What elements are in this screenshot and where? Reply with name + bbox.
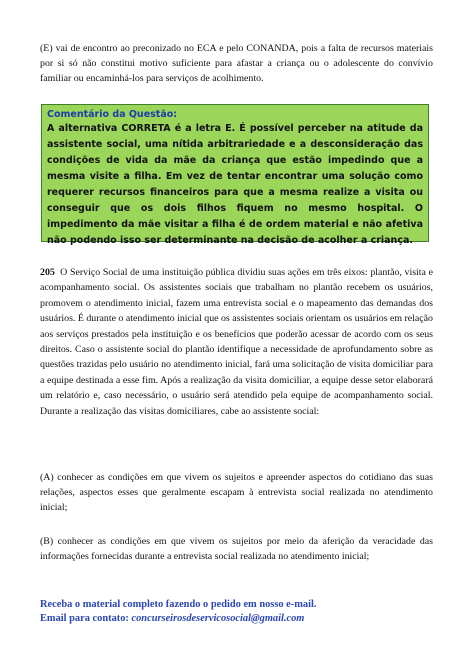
- footer-line-2: [40, 612, 440, 626]
- footer-email-link[interactable]: concurseirosdeservicosocial@gmail.com: [131, 612, 305, 624]
- option-e-text: (E) vai de encontro ao preconizado no ECA e pelo CONANDA, pois a falta de recursos materiais por si só não constitui motivo suficiente para afastar a criança ou o adolescente do convívio familiar ou encaminhá-los para serviços de acolhimento.: [40, 43, 433, 84]
- option-e-paragraph: [40, 41, 433, 86]
- option-b-text: (B) conhecer as condições em que vivem os sujeitos por meio da aferição da veracidade das informações fornecidas durante a entrevista social realizada no atendimento inicial;: [40, 536, 433, 562]
- comment-title: Comentário da Questão:: [47, 109, 178, 120]
- option-b-paragraph: [40, 534, 433, 564]
- footer-contact: [40, 598, 440, 625]
- comment-text: A alternativa CORRETA é a letra E. É possível perceber na atitude da assistente social, uma nítida arbitrariedade e a desconsideração das condições de vida da mãe da criança que estão impedindo que a mesma visite a filha. Em vez de tentar encontrar uma solução como requerer recursos financeiros para que a mesma realize a visita ou conseguir que os dois filhos fiquem no mesmo hospital. O impedimento da mãe visitar a filha é de ordem material e não afetiva não podendo isso ser determinante na decisão de acolher a criança.: [47, 123, 423, 246]
- option-a-paragraph: [40, 470, 433, 515]
- question-text: O Serviço Social de uma instituição pública dividiu suas ações em três eixos: plantão, visita e acompanhamento social. Os assistentes sociais que trabalham no plantão recebem os usuários, promovem o atendimento inicial, fazem uma entrevista social e o mapeamento das demandas dos usuários. É durante o atendimento inicial que os assistentes sociais orientam os usuários em relação aos serviços prestados pela instituição e os benefícios que poderão acessar de acordo com os seus direitos. Caso o assistente social do plantão identifique a necessidade de aprofundamento sobre as questões trazidas pelo usuário no atendimento inicial, fará uma solicitação de visita domiciliar para a equipe destinada a esse fim. Após a realização da visita domiciliar, a equipe desse setor elaborará um relatório e, caso necessário, o usuário será atendido pela equipe de acompanhamento social. Durante a realização das visitas domiciliares, cabe ao assistente social:: [40, 267, 433, 417]
- question-paragraph: [40, 265, 433, 419]
- question-number: 205: [40, 267, 55, 278]
- footer-email-label: Email para contato:: [40, 612, 132, 624]
- option-a-text: (A) conhecer as condições em que vivem os sujeitos e apreender aspectos do cotidiano das suas relações, aspectos esses que geralmente escapam à entrevista social realizada no atendimento inicial;: [40, 472, 433, 513]
- comment-box: [41, 104, 429, 246]
- footer-line-1: Receba o material completo fazendo o pedido em nosso e-mail.: [40, 599, 317, 610]
